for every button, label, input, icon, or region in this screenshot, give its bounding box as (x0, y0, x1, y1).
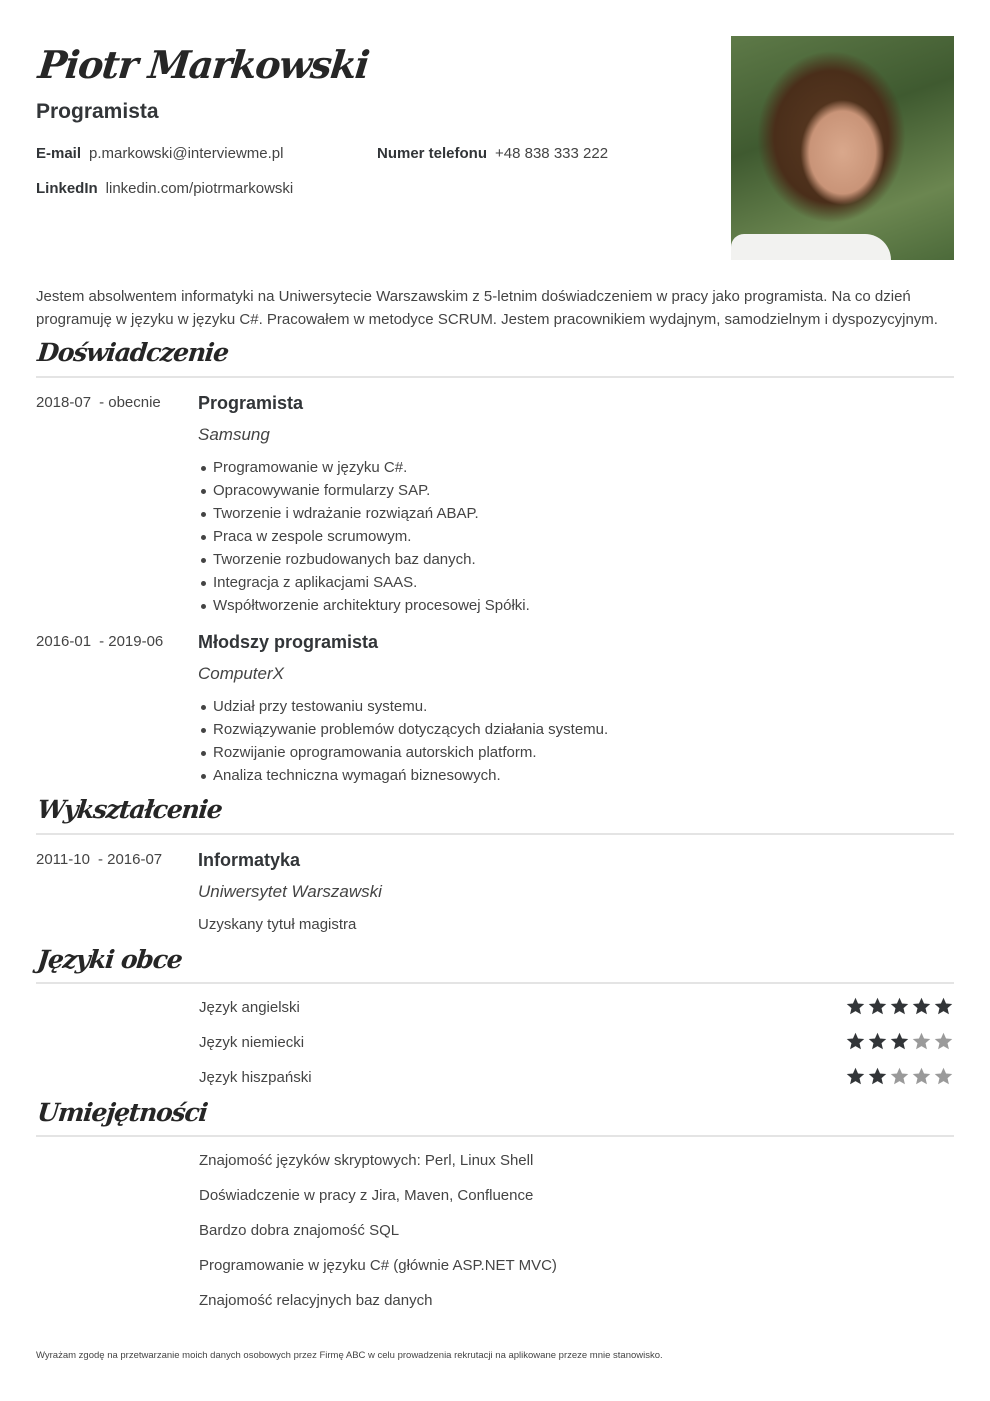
entry-description: Uzyskany tytuł magistra (198, 916, 357, 933)
date-from: 2016-01 (36, 633, 92, 650)
star-empty-icon (911, 1066, 932, 1087)
entry-date (36, 394, 161, 411)
language-row (199, 1031, 954, 1055)
star-filled-icon (933, 996, 954, 1017)
language-rating (845, 1031, 954, 1052)
bullet-item: Rozwiązywanie problemów dotyczących działania systemu. (213, 718, 608, 741)
star-filled-icon (867, 996, 888, 1017)
entry-bullets (213, 695, 608, 787)
date-from: 2011-10 (36, 851, 90, 868)
entry-company: Samsung (198, 425, 270, 444)
entry-date (36, 633, 163, 650)
date-to: - obecnie (99, 394, 161, 411)
language-rating (845, 1066, 954, 1087)
star-filled-icon (911, 996, 932, 1017)
contact-phone-value[interactable]: +48 838 333 222 (495, 145, 609, 162)
language-name: Język niemiecki (199, 1034, 305, 1051)
language-row (199, 1066, 954, 1090)
candidate-name: Piotr Markowski (36, 42, 371, 87)
star-filled-icon (889, 996, 910, 1017)
entry-school: Uniwersytet Warszawski (198, 882, 382, 901)
skill-item: Znajomość relacyjnych baz danych (199, 1292, 433, 1309)
date-to: - 2019-06 (99, 633, 164, 650)
contact-linkedin-value[interactable]: linkedin.com/piotrmarkowski (105, 180, 294, 197)
bullet-item: Tworzenie i wdrażanie rozwiązań ABAP. (213, 502, 530, 525)
star-empty-icon (911, 1031, 932, 1052)
star-filled-icon (867, 1066, 888, 1087)
date-to: - 2016-07 (97, 851, 163, 868)
bullet-item: Tworzenie rozbudowanych baz danych. (213, 548, 530, 571)
date-from: 2018-07 (36, 394, 92, 411)
bullet-item: Analiza techniczna wymagań biznesowych. (213, 764, 608, 787)
contact-email-value[interactable]: p.markowski@interviewme.pl (89, 145, 284, 162)
skill-item: Bardzo dobra znajomość SQL (199, 1222, 400, 1239)
section-divider (36, 982, 954, 984)
entry-position: Młodszy programista (198, 632, 379, 652)
contact-phone-label: Numer telefonu (377, 145, 488, 162)
photo-shirt-shape (731, 234, 891, 260)
section-title-skills: Umiejętności (36, 1098, 209, 1127)
bullet-item: Programowanie w języku C#. (213, 456, 530, 479)
skill-item: Programowanie w języku C# (głównie ASP.NET MVC) (199, 1257, 557, 1274)
entry-field: Informatyka (198, 850, 301, 870)
profile-summary: Jestem absolwentem informatyki na Uniwersytecie Warszawskim z 5-letnim doświadczeniem w pracy jako programista. Na co dzień programuję w języku w języku C#. Pracowałem w metodyce SCRUM. Jestem pracownikiem wydajnym, samodzielnym i dyspozycyjnym. (36, 288, 938, 328)
candidate-job-title: Programista (36, 100, 159, 123)
bullet-item: Praca w zespole scrumowym. (213, 525, 530, 548)
section-title-education: Wykształcenie (36, 795, 224, 824)
section-title-experience: Doświadczenie (36, 338, 230, 367)
contact-email-label: E-mail (36, 145, 82, 162)
entry-position: Programista (198, 393, 304, 413)
bullet-item: Opracowywanie formularzy SAP. (213, 479, 530, 502)
bullet-item: Integracja z aplikacjami SAAS. (213, 571, 530, 594)
contact-linkedin (36, 180, 293, 197)
language-rating (845, 996, 954, 1017)
star-empty-icon (933, 1066, 954, 1087)
entry-bullets (213, 456, 530, 617)
gdpr-consent-clause: Wyrażam zgodę na przetwarzanie moich danych osobowych przez Firmę ABC w celu prowadzenia rekrutacji na aplikowane przeze mnie stanowisko. (36, 1350, 663, 1361)
section-divider (36, 833, 954, 835)
star-filled-icon (889, 1031, 910, 1052)
contact-linkedin-label: LinkedIn (36, 180, 98, 197)
entry-company: ComputerX (198, 664, 284, 683)
skill-item: Znajomość języków skryptowych: Perl, Linux Shell (199, 1152, 534, 1169)
contact-phone (377, 145, 608, 162)
profile-photo (731, 36, 954, 260)
language-name: Język angielski (199, 999, 300, 1016)
star-empty-icon (889, 1066, 910, 1087)
bullet-item: Udział przy testowaniu systemu. (213, 695, 608, 718)
entry-date (36, 851, 162, 868)
bullet-item: Współtworzenie architektury procesowej Spółki. (213, 594, 530, 617)
section-divider (36, 1135, 954, 1137)
star-filled-icon (867, 1031, 888, 1052)
language-name: Język hiszpański (199, 1069, 312, 1086)
star-filled-icon (845, 996, 866, 1017)
section-title-languages: Języki obce (36, 945, 184, 974)
star-filled-icon (845, 1066, 866, 1087)
section-divider (36, 376, 954, 378)
star-filled-icon (845, 1031, 866, 1052)
contact-email (36, 145, 283, 162)
star-empty-icon (933, 1031, 954, 1052)
bullet-item: Rozwijanie oprogramowania autorskich platform. (213, 741, 608, 764)
skill-item: Doświadczenie w pracy z Jira, Maven, Confluence (199, 1187, 534, 1204)
language-row (199, 996, 954, 1020)
